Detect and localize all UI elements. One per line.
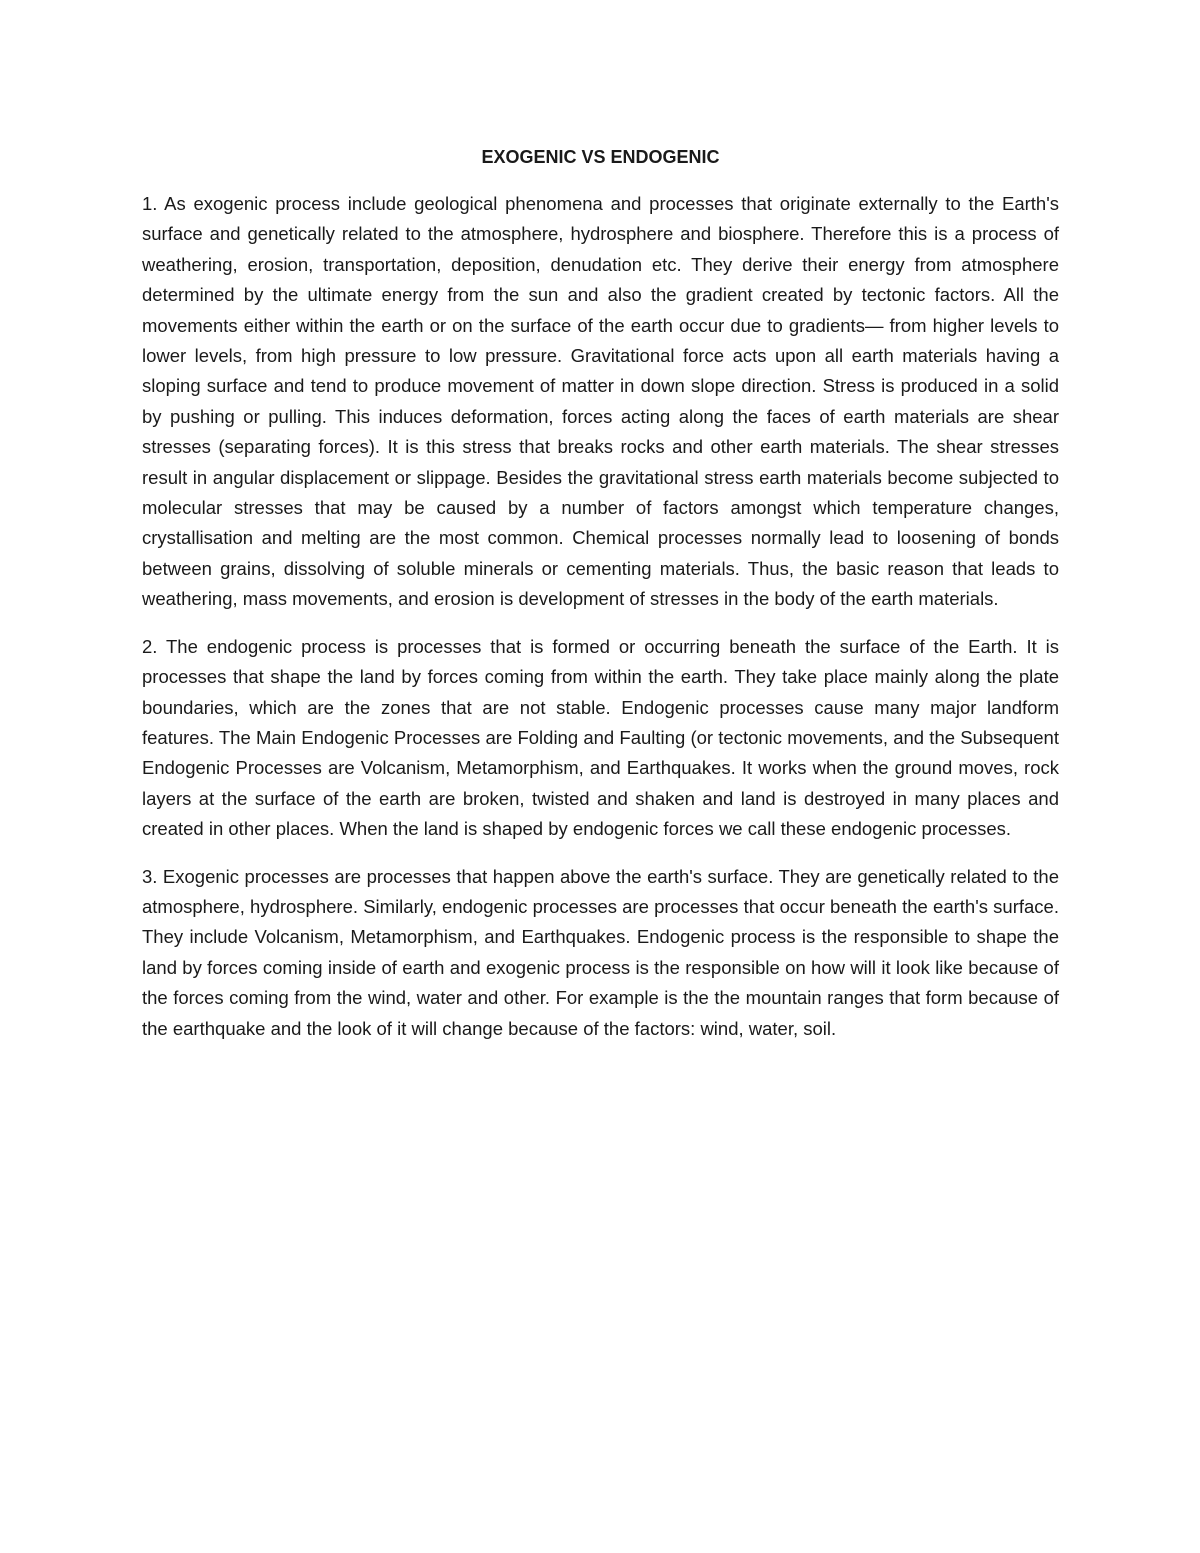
- paragraph-exogenic: 1. As exogenic process include geological phenomena and processes that originate externally to the Earth's surface and genetically related to the atmosphere, hydrosphere and biosphere. Therefore this is a process of weathering, erosion, transportation, deposition, denudation etc. They derive their energy from atmosphere determined by the ultimate energy from the sun and also the gradient created by tectonic factors. All the movements either within the earth or on the surface of the earth occur due to gradients— from higher levels to lower levels, from high pressure to low pressure. Gravitational force acts upon all earth materials having a sloping surface and tend to produce movement of matter in down slope direction. Stress is produced in a solid by pushing or pulling. This induces deformation, forces acting along the faces of earth materials are shear stresses (separating forces). It is this stress that breaks rocks and other earth materials. The shear stresses result in angular displacement or slippage. Besides the gravitational stress earth materials become subjected to molecular stresses that may be caused by a number of factors amongst which temperature changes, crystallisation and melting are the most common. Chemical processes normally lead to loosening of bonds between grains, dissolving of soluble minerals or cementing materials. Thus, the basic reason that leads to weathering, mass movements, and erosion is development of stresses in the body of the earth materials.: [142, 193, 1059, 610]
- paragraph-endogenic: 2. The endogenic process is processes that is formed or occurring beneath the surface of the Earth. It is processes that shape the land by forces coming from within the earth. They take place mainly along the plate boundaries, which are the zones that are not stable. Endogenic processes cause many major landform features. The Main Endogenic Processes are Folding and Faulting (or tectonic movements, and the Subsequent Endogenic Processes are Volcanism, Metamorphism, and Earthquakes. It works when the ground moves, rock layers at the surface of the earth are broken, twisted and shaken and land is destroyed in many places and created in other places. When the land is shaped by endogenic forces we call these endogenic processes.: [142, 635, 1059, 840]
- document-title: EXOGENIC VS ENDOGENIC: [481, 147, 720, 167]
- document-body: [142, 142, 1059, 1061]
- paragraph-comparison: 3. Exogenic processes are processes that happen above the earth's surface. They are genetically related to the atmosphere, hydrosphere. Similarly, endogenic processes are processes that occur beneath the earth's surface. They include Volcanism, Metamorphism, and Earthquakes. Endogenic process is the responsible to shape the land by forces coming inside of earth and exogenic process is the responsible on how will it look like because of the forces coming from the wind, water and other. For example is the the mountain ranges that form because of the earthquake and the look of it will change because of the factors: wind, water, soil.: [142, 865, 1059, 1039]
